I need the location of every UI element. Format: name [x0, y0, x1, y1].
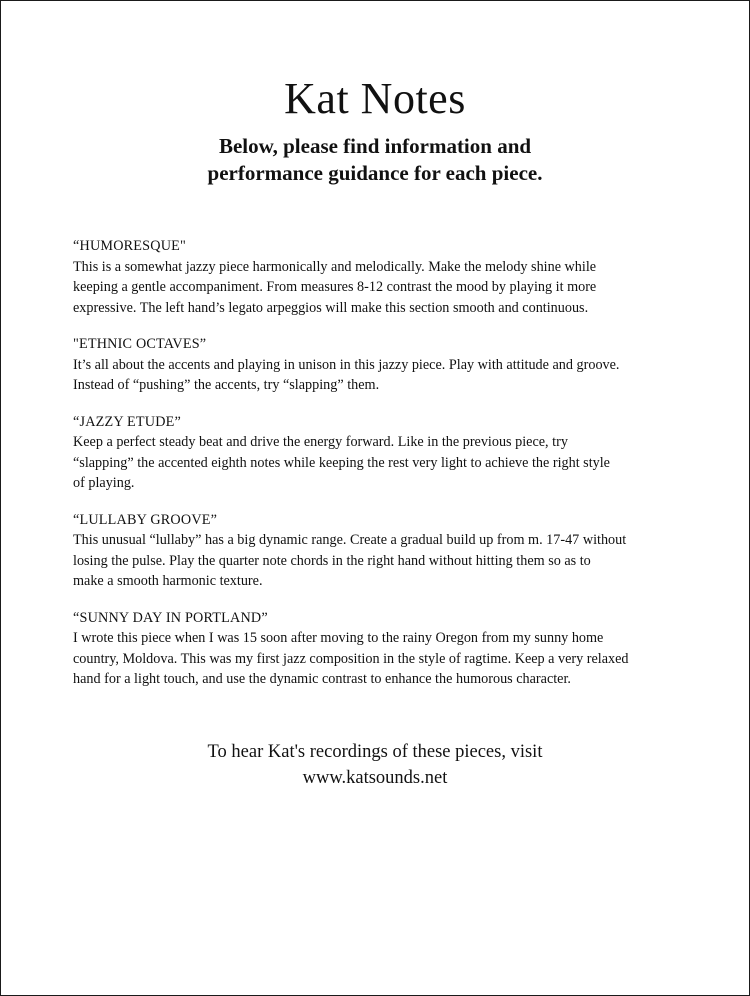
- subtitle-line: performance guidance for each piece.: [207, 161, 543, 185]
- page-subtitle: [1, 133, 749, 187]
- piece-description-line: It’s all about the accents and playing in unison in this jazzy piece. Play with attitude and groove.: [73, 356, 620, 373]
- piece-title: "ETHNIC OCTAVES”: [73, 336, 207, 352]
- footer-line: To hear Kat's recordings of these pieces, visit: [207, 742, 543, 762]
- piece-jazzy-etude: [73, 412, 713, 494]
- website-url: www.katsounds.net: [302, 768, 448, 788]
- piece-ethnic-octaves: [73, 334, 713, 396]
- piece-description-line: Keep a perfect steady beat and drive the energy forward. Like in the previous piece, try: [73, 434, 568, 450]
- piece-sunny-day-in-portland: [73, 608, 713, 690]
- piece-title: “LULLABY GROOVE”: [73, 511, 218, 528]
- page-title: Kat Notes: [284, 74, 466, 123]
- piece-description-line: hand for a light touch, and use the dynamic contrast to enhance the humorous character.: [73, 671, 571, 687]
- piece-humoresque: [73, 236, 713, 318]
- piece-description-line: Instead of “pushing” the accents, try “slapping” them.: [73, 377, 380, 393]
- piece-description-line: make a smooth harmonic texture.: [73, 573, 263, 589]
- piece-description-line: country, Moldova. This was my first jazz composition in the style of ragtime. Keep a very relaxed: [73, 650, 629, 667]
- piece-description-line: expressive. The left hand’s legato arpeggios will make this section smooth and continuous.: [73, 299, 589, 316]
- piece-title: “HUMORESQUE": [73, 238, 187, 254]
- piece-description-line: of playing.: [73, 475, 135, 491]
- subtitle-line: Below, please find information and: [218, 134, 532, 158]
- piece-title: “JAZZY ETUDE”: [73, 413, 182, 430]
- piece-title: “SUNNY DAY IN PORTLAND”: [73, 609, 268, 626]
- piece-notes-list: [73, 236, 713, 706]
- piece-description-line: I wrote this piece when I was 15 soon after moving to the rainy Oregon from my sunny home: [73, 630, 604, 646]
- piece-description-line: keeping a gentle accompaniment. From measures 8-12 contrast the mood by playing it more: [73, 279, 597, 295]
- piece-description-line: “slapping” the accented eighth notes while keeping the rest very light to achieve the right style: [73, 454, 610, 471]
- piece-description-line: This is a somewhat jazzy piece harmonically and melodically. Make the melody shine while: [73, 258, 597, 275]
- recordings-footer: [1, 739, 749, 791]
- piece-description-line: losing the pulse. Play the quarter note chords in the right hand without hitting them so as to: [73, 552, 591, 569]
- piece-description-line: This unusual “lullaby” has a big dynamic range. Create a gradual build up from m. 17-47 without: [73, 532, 627, 548]
- piece-lullaby-groove: [73, 510, 713, 592]
